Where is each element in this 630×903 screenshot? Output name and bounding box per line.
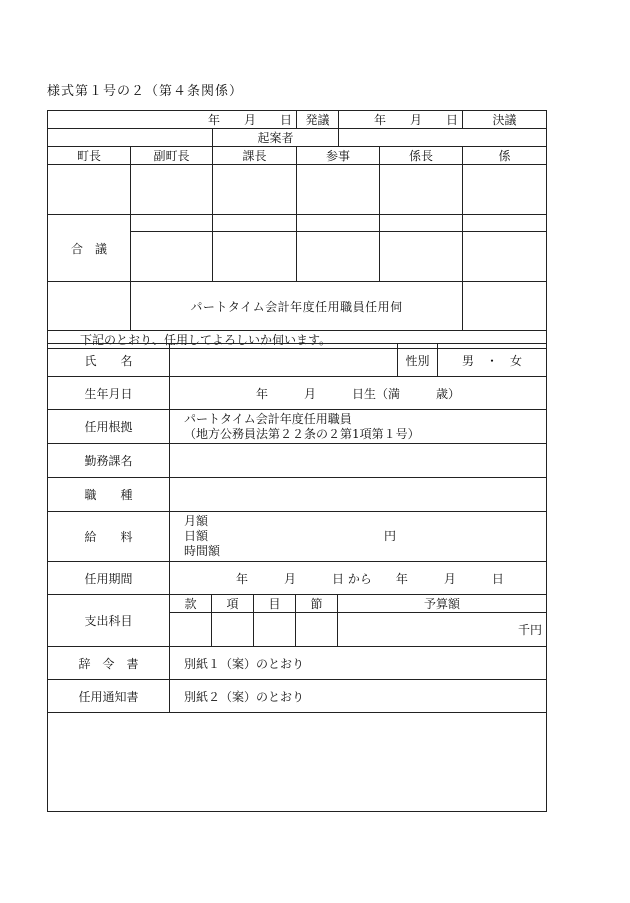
- stamp-cell[interactable]: [463, 165, 547, 215]
- birthdate-label: 生年月日: [48, 377, 170, 410]
- details-table: [47, 343, 547, 812]
- stamp-cell[interactable]: [297, 165, 380, 215]
- hatsugi-date[interactable]: 年 月 日: [48, 111, 297, 129]
- gougi-stamp-cell[interactable]: [213, 232, 297, 282]
- expense-col-header: 項: [212, 595, 254, 613]
- basis-line: パートタイム会計年度任用職員: [184, 411, 352, 426]
- gougi-dept-cell[interactable]: [131, 215, 213, 232]
- salary-yen: 円: [384, 529, 397, 543]
- basis-label: 任用根拠: [48, 410, 170, 444]
- expense-col-header: 節: [296, 595, 338, 613]
- gender-label: 性別: [398, 344, 438, 377]
- department-field[interactable]: [170, 444, 547, 478]
- approver-label: 係: [463, 147, 547, 165]
- salary-monthly: 月額: [184, 514, 209, 528]
- basis-line: （地方公務員法第２２条の２第1項第１号）: [184, 426, 420, 441]
- expense-col-header: 款: [170, 595, 212, 613]
- ketsugi-date[interactable]: 年 月 日: [339, 111, 463, 129]
- stamp-cell[interactable]: [213, 165, 297, 215]
- ketsugi-label: 決議: [463, 111, 547, 129]
- approver-label: 町長: [48, 147, 131, 165]
- expense-col-header: 目: [254, 595, 296, 613]
- name-label: 氏 名: [48, 344, 170, 377]
- stamp-cell[interactable]: [131, 165, 213, 215]
- gougi-stamp-cell[interactable]: [297, 232, 380, 282]
- expense-moku-cell[interactable]: [254, 613, 296, 647]
- intro-text: 下記のとおり、任用してよろしいか伺います。: [48, 331, 547, 349]
- job-type-label: 職 種: [48, 478, 170, 512]
- salary-hourly: 時間額: [184, 544, 221, 558]
- name-field[interactable]: [170, 344, 398, 377]
- approver-label: 課長: [213, 147, 297, 165]
- approver-label: 参事: [297, 147, 380, 165]
- jirei-label: 辞 令 書: [48, 647, 170, 680]
- gougi-label: 合 議: [48, 215, 131, 282]
- budget-cell[interactable]: [338, 613, 547, 647]
- expense-setsu-cell[interactable]: [296, 613, 338, 647]
- gougi-stamp-cell[interactable]: [380, 232, 463, 282]
- gougi-dept-cell[interactable]: [297, 215, 380, 232]
- title-right-blank: [463, 282, 547, 331]
- notice-field[interactable]: 別紙２（案）のとおり: [170, 680, 547, 713]
- gougi-stamp-cell[interactable]: [463, 232, 547, 282]
- budget-unit: 千円: [518, 623, 543, 637]
- basis-field[interactable]: [170, 410, 547, 444]
- expense-label: 支出科目: [48, 595, 170, 647]
- expense-kan-cell[interactable]: [170, 613, 212, 647]
- document-title: パートタイム会計年度任用職員任用伺: [131, 282, 463, 331]
- kian-name-cell[interactable]: [339, 129, 547, 147]
- approver-label: 係長: [380, 147, 463, 165]
- stamp-cell[interactable]: [48, 165, 131, 215]
- period-label: 任用期間: [48, 562, 170, 595]
- title-left-blank: [48, 282, 131, 331]
- gender-options[interactable]: 男 ・ 女: [438, 344, 547, 377]
- job-type-field[interactable]: [170, 478, 547, 512]
- stamp-cell[interactable]: [380, 165, 463, 215]
- notice-label: 任用通知書: [48, 680, 170, 713]
- hatsugi-label: 発議: [297, 111, 339, 129]
- gougi-stamp-cell[interactable]: [131, 232, 213, 282]
- approver-label: 副町長: [131, 147, 213, 165]
- kian-blank: [48, 129, 213, 147]
- jirei-field[interactable]: 別紙１（案）のとおり: [170, 647, 547, 680]
- approval-table: [47, 110, 547, 349]
- expense-kou-cell[interactable]: [212, 613, 254, 647]
- kian-label: 起案者: [213, 129, 339, 147]
- gougi-dept-cell[interactable]: [213, 215, 297, 232]
- salary-field[interactable]: [170, 512, 547, 562]
- form-number-label: 様式第１号の２（第４条関係）: [47, 84, 244, 99]
- gougi-dept-cell[interactable]: [380, 215, 463, 232]
- gougi-dept-cell[interactable]: [463, 215, 547, 232]
- department-label: 勤務課名: [48, 444, 170, 478]
- period-field[interactable]: 年 月 日 から 年 月 日: [170, 562, 547, 595]
- salary-label: 給 料: [48, 512, 170, 562]
- birthdate-field[interactable]: 年 月 日生（満 歳）: [170, 377, 547, 410]
- budget-header: 予算額: [338, 595, 547, 613]
- salary-daily: 日額: [184, 529, 209, 543]
- remarks-area[interactable]: [48, 713, 547, 812]
